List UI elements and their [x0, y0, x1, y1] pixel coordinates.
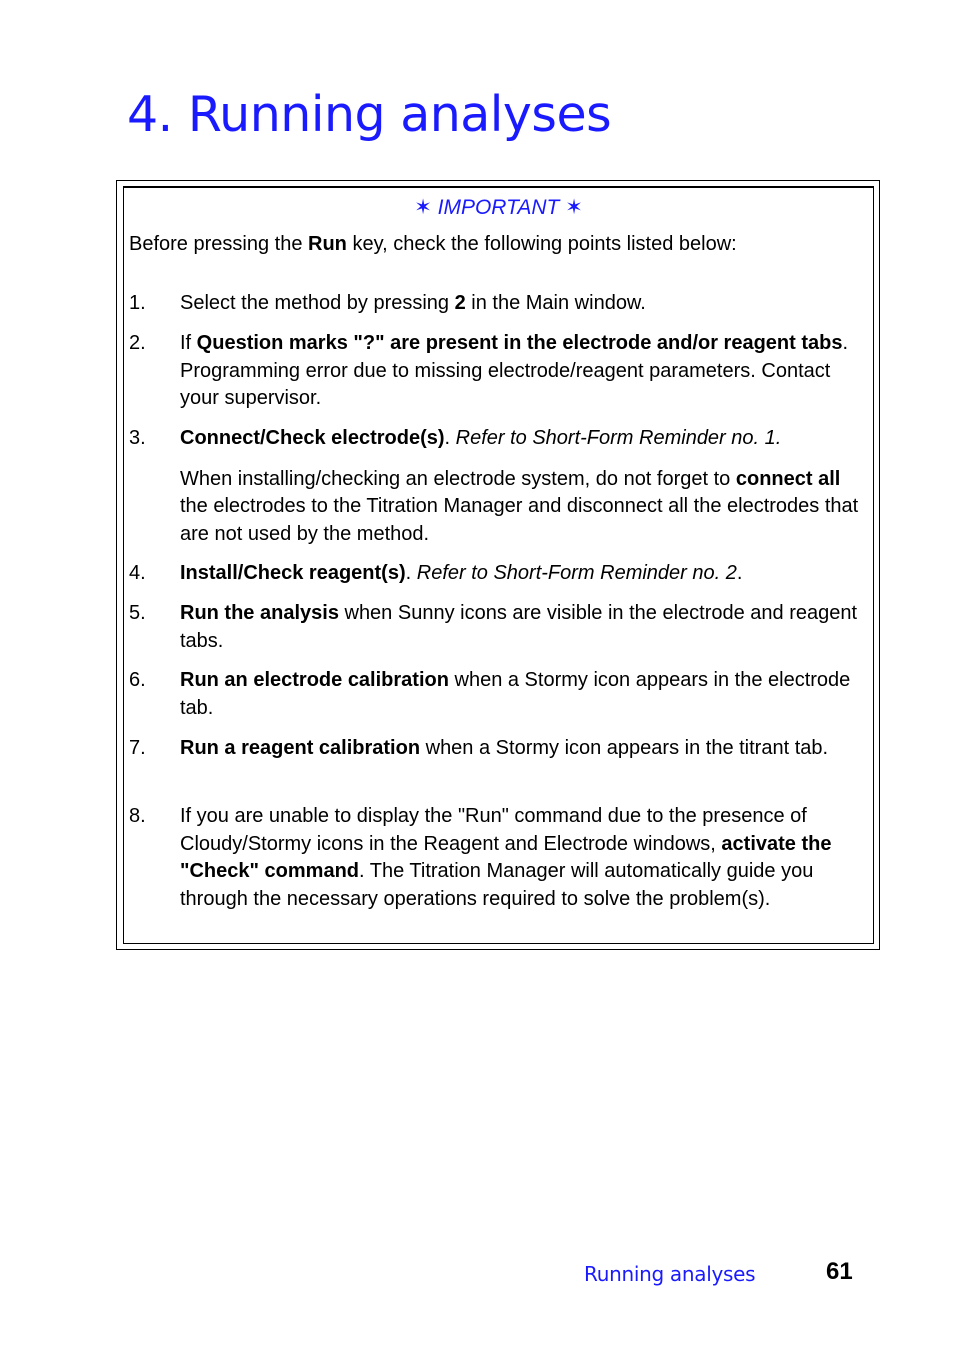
list-item-number: 2. — [129, 332, 146, 354]
page-title: 4. Running analyses — [127, 86, 612, 143]
list-item — [129, 425, 865, 548]
list-item-text: Select the method by pressing 2 in the Main window. — [180, 292, 646, 314]
list-item-number: 8. — [129, 805, 146, 827]
list-item-text: Run a reagent calibration when a Stormy icon appears in the titrant tab. — [180, 737, 829, 759]
list-item-number: 7. — [129, 737, 146, 759]
list-item-number: 6. — [129, 669, 146, 691]
footer-section-label: Running analyses — [584, 1262, 756, 1286]
list-item — [129, 667, 865, 722]
notice-intro: Before pressing the Run key, check the following points listed below: — [129, 233, 737, 255]
list-item-number: 3. — [129, 427, 146, 449]
list-item — [129, 290, 865, 318]
list-item-text: Install/Check reagent(s). Refer to Short-Form Reminder no. 2. — [180, 562, 743, 584]
list-item — [129, 560, 865, 588]
run-key-name: Run — [308, 233, 347, 255]
page-number: 61 — [826, 1258, 853, 1285]
list-item-text: Connect/Check electrode(s). Refer to Short-Form Reminder no. 1. When installing/checking an electrode system, do not forget to connect all the electrodes to the Titration Manager and disconnect all the electrodes that are not used by the method. — [180, 427, 859, 545]
list-item-text: Run the analysis when Sunny icons are visible in the electrode and reagent tabs. — [180, 602, 858, 652]
list-item-text: If you are unable to display the "Run" command due to the presence of Cloudy/Stormy icons in the Reagent and Electrode windows, activate the "Check" command. The Titration Manager will automatically guide you through the necessary operations required to solve the problem(s). — [180, 805, 832, 910]
list-item — [129, 735, 865, 763]
list-item-number: 1. — [129, 292, 146, 314]
list-item — [129, 803, 865, 913]
list-item-text: Run an electrode calibration when a Stormy icon appears in the electrode tab. — [180, 669, 851, 719]
list-item — [129, 600, 865, 655]
important-label: ✶ IMPORTANT ✶ — [414, 196, 583, 219]
list-item-number: 5. — [129, 602, 146, 624]
list-item-text: If Question marks "?" are present in the electrode and/or reagent tabs. Programming error due to missing electrode/reagent parameters. Contact your supervisor. — [180, 332, 849, 409]
list-item-number: 4. — [129, 562, 146, 584]
list-item — [129, 330, 865, 413]
